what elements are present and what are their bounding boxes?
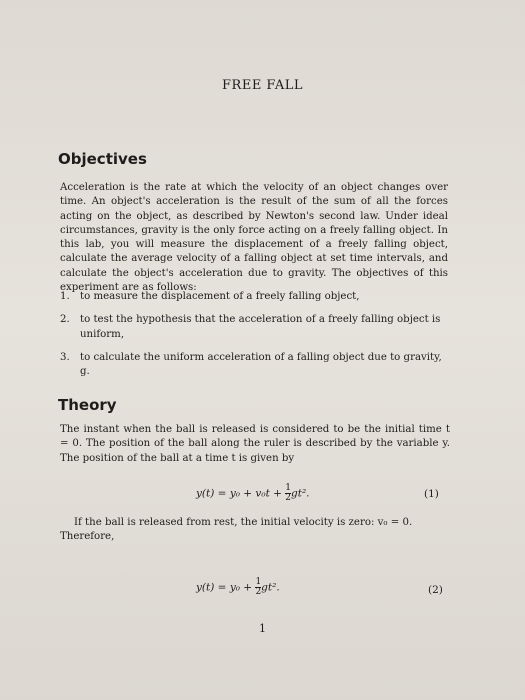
theory-rest-line-1: If the ball is released from rest, the initial velocity is zero: v₀ = 0. [74, 517, 413, 528]
objectives-list [60, 290, 450, 388]
objectives-heading: Objectives [58, 150, 147, 168]
list-item [60, 290, 450, 304]
page-number: 1 [259, 622, 266, 635]
list-item-number: 2. [60, 314, 70, 326]
theory-heading: Theory [58, 396, 117, 414]
equation-1-fraction: $\frac{1}{2}$ [285, 483, 291, 503]
list-item-number: 3. [60, 351, 70, 363]
equation-2-right: gt². [261, 581, 280, 594]
equation-2-number: (2) [428, 584, 443, 596]
list-item-text: to calculate the uniform acceleration of a falling object due to gravity, g. [80, 351, 442, 378]
list-item [60, 351, 450, 380]
objectives-paragraph: Acceleration is the rate at which the velocity of an object changes over time. An object's acceleration is the result of the sum of all the forces acting on the object, as described by Newton's second law. Under ideal circumstances, gravity is the only force acting on a freely falling object. In this lab, you will measure the displacement of a freely falling object, calculate the average velocity of a falling object at set time intervals, and calculate the object's acceleration due to gravity. The objectives of this experiment are as follows: [60, 182, 448, 294]
equation-1-left: y(t) = y₀ + v₀t + [196, 487, 286, 500]
list-item-number: 1. [60, 291, 70, 302]
list-item-text: to test the hypothesis that the acceleration of a freely falling object is uniform, [80, 314, 441, 340]
document-title: FREE FALL [222, 78, 303, 93]
equation-2-fraction: $\frac{1}{2}$ [255, 577, 262, 597]
theory-rest-line-2: Therefore, [60, 531, 115, 542]
equation-1-number: (1) [424, 488, 439, 500]
equation-2-left: y(t) = y₀ + [196, 581, 256, 594]
list-item [60, 313, 450, 342]
list-item-text: to measure the displacement of a freely falling object, [80, 291, 360, 302]
theory-paragraph: The instant when the ball is released is considered to be the initial time t = 0. The position of the ball along the ruler is described by the variable y. The position of the ball at a time t is given by [60, 424, 450, 464]
equation-1-right: gt². [291, 487, 310, 500]
